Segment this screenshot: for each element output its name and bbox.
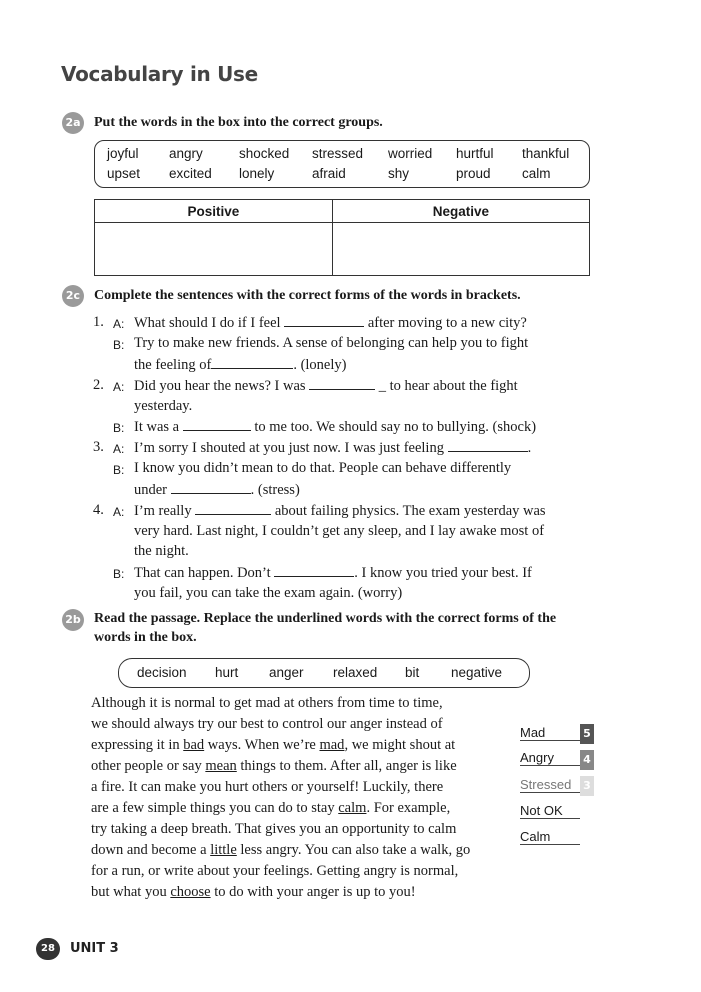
sentence-line: It was a to me too. We should say no to bullying. (shock) — [134, 419, 537, 435]
sentence-line: the night. — [134, 543, 189, 559]
answer-blank[interactable] — [183, 418, 251, 431]
negative-header: Negative — [332, 200, 589, 223]
word: negative — [451, 665, 503, 680]
passage-line: for a run, or write about your feelings. Getting angry is normal, — [91, 863, 459, 879]
answer-blank[interactable] — [171, 481, 251, 494]
speaker-b: B: — [113, 421, 125, 435]
mood-label: Not OK — [520, 803, 580, 819]
sentence-line: I know you didn’t mean to do that. People can behave differently — [134, 460, 512, 476]
speaker-b: B: — [113, 338, 125, 352]
grouping-table — [94, 199, 590, 276]
passage-line: Although it is normal to get mad at others from time to time, — [91, 695, 443, 711]
answer-blank[interactable] — [284, 314, 364, 327]
word: shocked — [239, 146, 290, 161]
page-title: Vocabulary in Use — [61, 62, 258, 86]
word: thankful — [522, 146, 570, 161]
passage-line: other people or say mean things to them. After all, anger is like — [91, 758, 457, 774]
mood-label: Stressed — [520, 777, 580, 793]
word: bit — [405, 665, 420, 680]
passage-line: down and become a little less angry. You can also take a walk, go — [91, 842, 471, 858]
sentence-line: you fail, you can take the exam again. (worry) — [134, 585, 403, 601]
word: anger — [269, 665, 304, 680]
word: hurt — [215, 665, 239, 680]
sentence-line: I’m really about failing physics. The exam yesterday was — [134, 503, 546, 519]
passage-line: but what you choose to do with your anger is up to you! — [91, 884, 416, 900]
instruction-2b-cont: words in the box. — [94, 630, 197, 645]
speaker-a: A: — [113, 442, 125, 456]
mood-level: 3 — [580, 776, 594, 796]
unit-label: UNIT 3 — [70, 941, 119, 956]
word: joyful — [107, 146, 139, 161]
word: upset — [107, 166, 141, 181]
passage-line: expressing it in bad ways. When we’re mad, we might shout at — [91, 737, 456, 753]
sentence-line: Did you hear the news? I was _ to hear about the fight — [134, 378, 518, 394]
sentence-line: What should I do if I feel after moving to a new city? — [134, 315, 527, 331]
mood-level: 5 — [580, 724, 594, 744]
section-badge-2a: 2a — [62, 112, 84, 134]
underlined-word: mean — [205, 758, 237, 774]
speaker-a: A: — [113, 317, 125, 331]
positive-header: Positive — [95, 200, 333, 223]
page-number: 28 — [36, 938, 60, 960]
word: hurtful — [456, 146, 494, 161]
word-box-2b — [118, 658, 530, 688]
speaker-b: B: — [113, 463, 125, 477]
passage-line: we should always try our best to control our anger instead of — [91, 716, 443, 732]
word: afraid — [312, 166, 346, 181]
sentence-line: the feeling of . (lonely) — [134, 357, 347, 373]
underlined-word: choose — [170, 884, 211, 900]
sentence-line: That can happen. Don’t . I know you tried your best. If — [134, 565, 532, 581]
word-box-2a — [94, 140, 590, 188]
speaker-a: A: — [113, 380, 125, 394]
sentence-line: very hard. Last night, I couldn’t get any sleep, and I lay awake most of — [134, 523, 545, 539]
mood-label: Angry — [520, 750, 580, 766]
underlined-word: mad — [319, 737, 345, 753]
word: worried — [388, 146, 433, 161]
word: stressed — [312, 146, 364, 161]
passage-line: are a few simple things you can do to stay calm. For example, — [91, 800, 451, 816]
instruction-2c: Complete the sentences with the correct forms of the words in brackets. — [94, 288, 521, 303]
word: relaxed — [333, 665, 378, 680]
mood-level: 4 — [580, 750, 594, 770]
sentence-line: I’m sorry I shouted at you just now. I was just feeling . — [134, 440, 532, 456]
word: shy — [388, 166, 410, 181]
word: lonely — [239, 166, 275, 181]
instruction-2b: Read the passage. Replace the underlined words with the correct forms of the — [94, 611, 557, 626]
word: excited — [169, 166, 212, 181]
underlined-word: calm — [338, 800, 367, 816]
underlined-word: little — [210, 842, 237, 858]
answer-blank[interactable] — [448, 439, 528, 452]
speaker-b: B: — [113, 567, 125, 581]
positive-cell[interactable] — [95, 223, 333, 276]
negative-cell[interactable] — [332, 223, 589, 276]
answer-blank[interactable] — [195, 502, 271, 515]
question-number: 4. — [93, 502, 104, 518]
question-number: 1. — [93, 314, 104, 330]
passage-line: a fire. It can make you hurt others or yourself! Luckily, there — [91, 779, 444, 795]
mood-label: Calm — [520, 829, 580, 845]
underlined-word: bad — [183, 737, 205, 753]
passage-line: try taking a deep breath. That gives you an opportunity to calm — [91, 821, 457, 837]
word: decision — [137, 665, 187, 680]
sentence-line: yesterday. — [134, 398, 193, 414]
sentence-line: Try to make new friends. A sense of belonging can help you to fight — [134, 335, 529, 351]
section-badge-2b: 2b — [62, 609, 84, 631]
sentence-line: under . (stress) — [134, 482, 300, 498]
question-number: 2. — [93, 377, 104, 393]
answer-blank[interactable] — [309, 377, 375, 390]
question-number: 3. — [93, 439, 104, 455]
word: calm — [522, 166, 551, 181]
answer-blank[interactable] — [211, 356, 293, 369]
mood-label: Mad — [520, 725, 580, 741]
instruction-2a: Put the words in the box into the correct groups. — [94, 115, 383, 130]
answer-blank[interactable] — [274, 564, 354, 577]
word: angry — [169, 146, 203, 161]
section-badge-2c: 2c — [62, 285, 84, 307]
word: proud — [456, 166, 491, 181]
speaker-a: A: — [113, 505, 125, 519]
